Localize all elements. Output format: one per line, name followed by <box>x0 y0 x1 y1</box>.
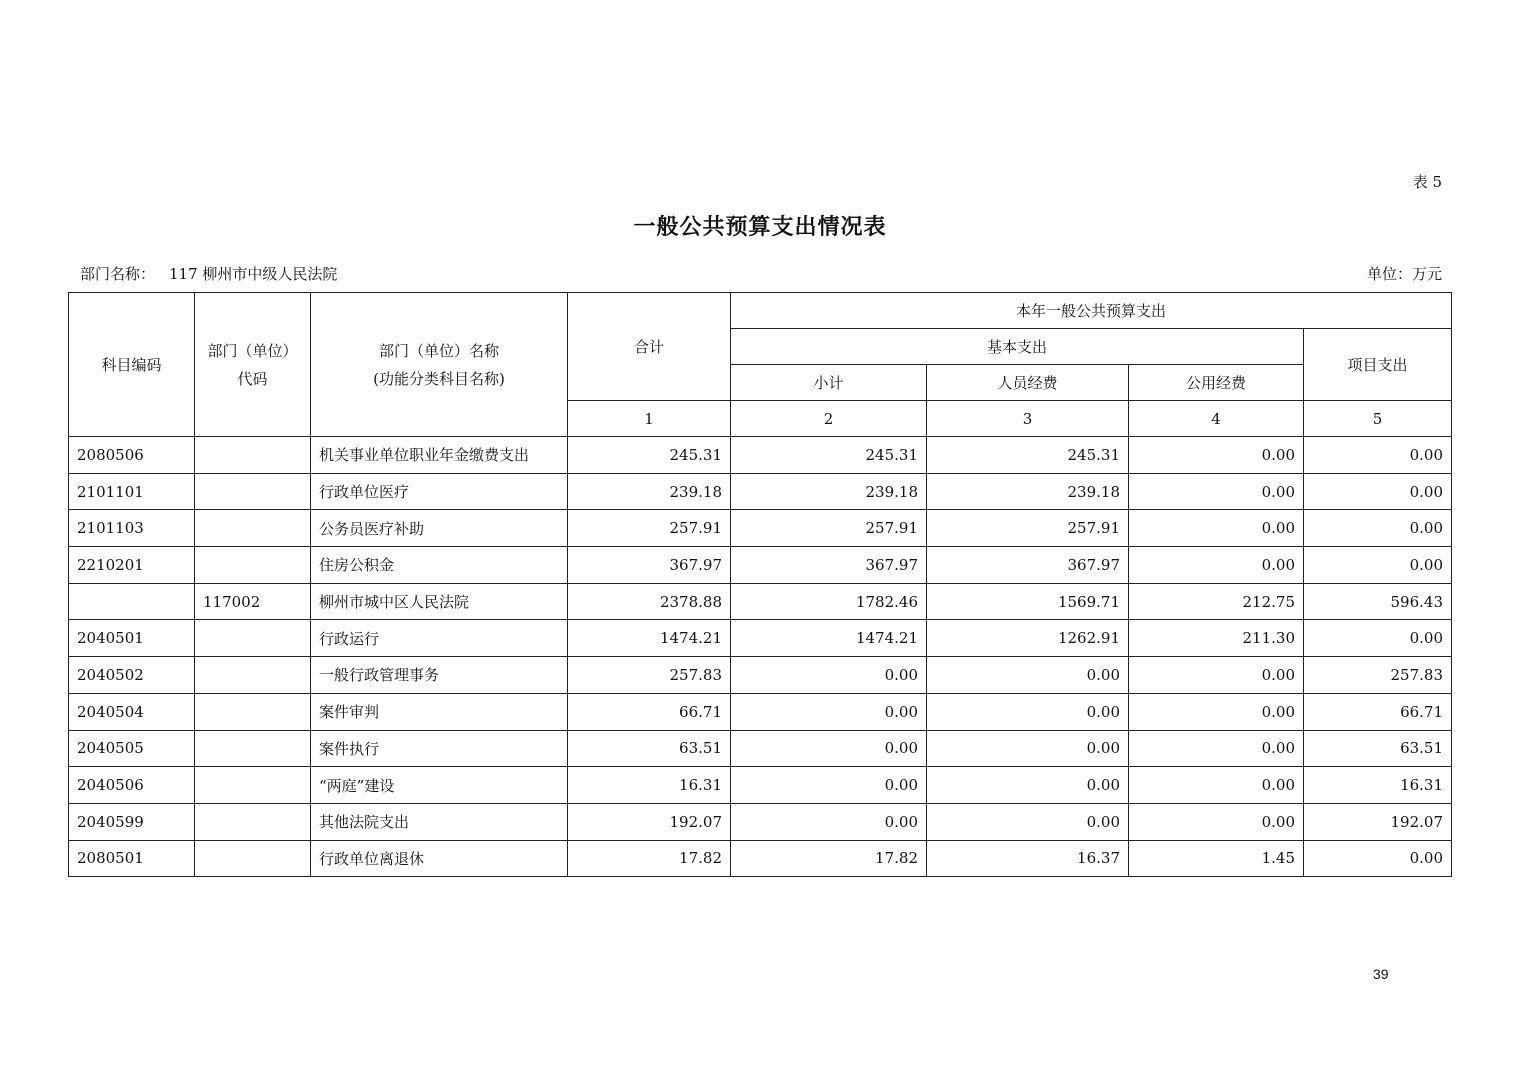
table-header <box>69 293 1452 437</box>
department-info <box>80 263 337 284</box>
cell-project: 0.00 <box>1304 473 1452 510</box>
table-row <box>69 473 1452 510</box>
cell-subtotal: 17.82 <box>731 840 927 877</box>
cell-code: 2210201 <box>69 547 195 584</box>
cell-name: 住房公积金 <box>311 547 568 584</box>
cell-subtotal: 0.00 <box>731 803 927 840</box>
cell-dept-code <box>195 840 311 877</box>
cell-subtotal: 1474.21 <box>731 620 927 657</box>
table-row <box>69 583 1452 620</box>
cell-total: 17.82 <box>568 840 731 877</box>
cell-code: 2040501 <box>69 620 195 657</box>
header-current-year: 本年一般公共预算支出 <box>731 293 1452 329</box>
cell-project: 16.31 <box>1304 767 1452 804</box>
cell-project: 0.00 <box>1304 840 1452 877</box>
cell-dept-code <box>195 473 311 510</box>
cell-total: 367.97 <box>568 547 731 584</box>
cell-public: 0.00 <box>1129 657 1304 694</box>
cell-personnel: 0.00 <box>927 693 1129 730</box>
cell-project: 0.00 <box>1304 620 1452 657</box>
cell-name: 公务员医疗补助 <box>311 510 568 547</box>
cell-personnel: 257.91 <box>927 510 1129 547</box>
cell-total: 257.83 <box>568 657 731 694</box>
cell-project: 192.07 <box>1304 803 1452 840</box>
cell-subtotal: 0.00 <box>731 693 927 730</box>
cell-total: 239.18 <box>568 473 731 510</box>
budget-table <box>68 292 1452 877</box>
table-row <box>69 657 1452 694</box>
cell-total: 192.07 <box>568 803 731 840</box>
cell-code: 2040502 <box>69 657 195 694</box>
header-personnel: 人员经费 <box>927 365 1129 401</box>
header-name-line1: 部门（单位）名称 <box>378 341 499 360</box>
cell-public: 0.00 <box>1129 767 1304 804</box>
cell-total: 66.71 <box>568 693 731 730</box>
header-public: 公用经费 <box>1129 365 1304 401</box>
cell-project: 63.51 <box>1304 730 1452 767</box>
header-col-1: 1 <box>568 401 731 437</box>
cell-project: 0.00 <box>1304 510 1452 547</box>
cell-code: 2080501 <box>69 840 195 877</box>
table-row <box>69 437 1452 474</box>
cell-dept-code <box>195 803 311 840</box>
cell-public: 0.00 <box>1129 510 1304 547</box>
header-total: 合计 <box>568 293 731 401</box>
cell-personnel: 0.00 <box>927 657 1129 694</box>
cell-dept-code <box>195 620 311 657</box>
cell-personnel: 1262.91 <box>927 620 1129 657</box>
cell-code: 2080506 <box>69 437 195 474</box>
cell-personnel: 0.00 <box>927 730 1129 767</box>
table-row <box>69 547 1452 584</box>
cell-name: 一般行政管理事务 <box>311 657 568 694</box>
header-col-3: 3 <box>927 401 1129 437</box>
cell-public: 212.75 <box>1129 583 1304 620</box>
cell-total: 2378.88 <box>568 583 731 620</box>
cell-subtotal: 245.31 <box>731 437 927 474</box>
cell-public: 0.00 <box>1129 730 1304 767</box>
header-col-4: 4 <box>1129 401 1304 437</box>
header-dept-code <box>195 293 311 437</box>
cell-project: 257.83 <box>1304 657 1452 694</box>
table-number: 表 5 <box>1412 173 1442 191</box>
cell-personnel: 245.31 <box>927 437 1129 474</box>
cell-total: 16.31 <box>568 767 731 804</box>
header-code: 科目编码 <box>69 293 195 437</box>
cell-dept-code <box>195 547 311 584</box>
table-row <box>69 510 1452 547</box>
cell-code <box>69 583 195 620</box>
cell-name: 案件执行 <box>311 730 568 767</box>
header-project: 项目支出 <box>1304 329 1452 401</box>
header-name-line2: (功能分类科目名称) <box>373 369 505 388</box>
cell-code: 2040599 <box>69 803 195 840</box>
cell-project: 596.43 <box>1304 583 1452 620</box>
header-dept-code-line1: 部门（单位） <box>207 341 298 360</box>
header-dept-name <box>311 293 568 437</box>
cell-dept-code: 117002 <box>195 583 311 620</box>
cell-name: 其他法院支出 <box>311 803 568 840</box>
page-number: 39 <box>1373 966 1389 982</box>
cell-total: 245.31 <box>568 437 731 474</box>
cell-dept-code <box>195 730 311 767</box>
cell-public: 0.00 <box>1129 547 1304 584</box>
cell-code: 2101101 <box>69 473 195 510</box>
cell-subtotal: 0.00 <box>731 657 927 694</box>
cell-total: 257.91 <box>568 510 731 547</box>
cell-name: 行政单位医疗 <box>311 473 568 510</box>
cell-public: 0.00 <box>1129 803 1304 840</box>
cell-subtotal: 0.00 <box>731 767 927 804</box>
cell-dept-code <box>195 693 311 730</box>
cell-name: 行政运行 <box>311 620 568 657</box>
department-value: 117 柳州市中级人民法院 <box>169 265 338 283</box>
table-row <box>69 693 1452 730</box>
cell-name: 机关事业单位职业年金缴费支出 <box>311 437 568 474</box>
cell-personnel: 1569.71 <box>927 583 1129 620</box>
table-body <box>69 437 1452 877</box>
cell-total: 1474.21 <box>568 620 731 657</box>
table-row <box>69 620 1452 657</box>
cell-dept-code <box>195 437 311 474</box>
cell-personnel: 367.97 <box>927 547 1129 584</box>
cell-project: 0.00 <box>1304 547 1452 584</box>
cell-total: 63.51 <box>568 730 731 767</box>
header-col-5: 5 <box>1304 401 1452 437</box>
page-title: 一般公共预算支出情况表 <box>633 214 887 240</box>
header-basic: 基本支出 <box>731 329 1304 365</box>
cell-name: 柳州市城中区人民法院 <box>311 583 568 620</box>
table-row <box>69 803 1452 840</box>
cell-subtotal: 0.00 <box>731 730 927 767</box>
cell-subtotal: 367.97 <box>731 547 927 584</box>
cell-dept-code <box>195 510 311 547</box>
cell-dept-code <box>195 767 311 804</box>
cell-name: 行政单位离退休 <box>311 840 568 877</box>
cell-code: 2101103 <box>69 510 195 547</box>
cell-public: 211.30 <box>1129 620 1304 657</box>
cell-public: 0.00 <box>1129 473 1304 510</box>
cell-code: 2040506 <box>69 767 195 804</box>
table-row <box>69 840 1452 877</box>
table-row <box>69 767 1452 804</box>
cell-dept-code <box>195 657 311 694</box>
cell-public: 0.00 <box>1129 693 1304 730</box>
cell-personnel: 16.37 <box>927 840 1129 877</box>
cell-personnel: 0.00 <box>927 767 1129 804</box>
header-dept-code-line2: 代码 <box>237 369 268 388</box>
cell-name: “两庭”建设 <box>311 767 568 804</box>
cell-public: 0.00 <box>1129 437 1304 474</box>
cell-subtotal: 1782.46 <box>731 583 927 620</box>
cell-project: 0.00 <box>1304 437 1452 474</box>
header-subtotal: 小计 <box>731 365 927 401</box>
table-row <box>69 730 1452 767</box>
cell-code: 2040505 <box>69 730 195 767</box>
cell-subtotal: 239.18 <box>731 473 927 510</box>
cell-personnel: 0.00 <box>927 803 1129 840</box>
cell-personnel: 239.18 <box>927 473 1129 510</box>
unit-label: 单位：万元 <box>1366 265 1442 283</box>
cell-name: 案件审判 <box>311 693 568 730</box>
cell-project: 66.71 <box>1304 693 1452 730</box>
cell-code: 2040504 <box>69 693 195 730</box>
cell-public: 1.45 <box>1129 840 1304 877</box>
cell-subtotal: 257.91 <box>731 510 927 547</box>
header-col-2: 2 <box>731 401 927 437</box>
department-label: 部门名称： <box>80 265 156 283</box>
